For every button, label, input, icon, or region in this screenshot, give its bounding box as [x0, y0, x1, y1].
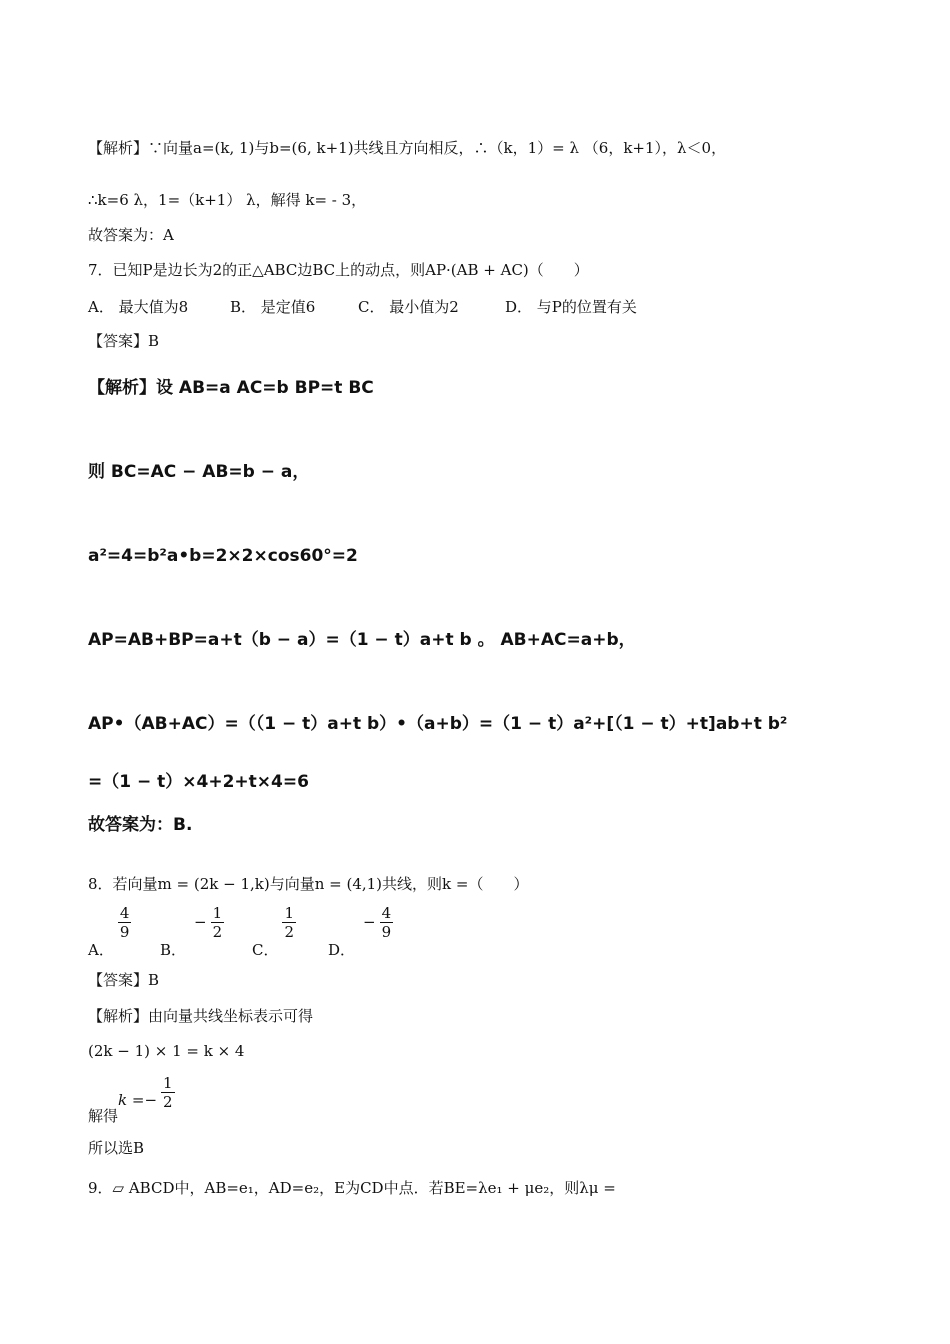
- q6-answer-line: 故答案为：A: [88, 226, 174, 244]
- q8-option-a-fraction: [118, 904, 132, 941]
- q8-conclusion: 所以选B: [88, 1139, 145, 1157]
- q7-option-d: D． 与P的位置有关: [505, 298, 637, 316]
- q7-stem: 7．已知P是边长为2的正△ABC边BC上的动点，则AP·(AB + AC)（ ）: [88, 261, 589, 279]
- q7-answer: 【答案】B: [88, 332, 160, 350]
- q7-analysis-line-1: 【解析】设 AB=a AC=b BP=t BC: [88, 378, 374, 398]
- q6-analysis-line-2: ∴k=6 λ，1=（k+1） λ，解得 k= - 3，: [88, 191, 367, 209]
- q8-equation: (2k − 1) × 1 = k × 4: [88, 1042, 245, 1060]
- fraction-denominator: 2: [212, 923, 223, 941]
- q8-option-b-sign: −: [194, 912, 207, 931]
- q7-answer-line: 故答案为：B.: [88, 815, 193, 835]
- fraction-numerator: 4: [119, 904, 130, 922]
- q8-analysis-intro: 【解析】由向量共线坐标表示可得: [88, 1007, 314, 1025]
- q8-answer: 【答案】B: [88, 971, 160, 989]
- fraction-numerator: 1: [212, 904, 223, 922]
- q8-option-d-sign: −: [363, 912, 376, 931]
- q7-option-a: A． 最大值为8: [88, 298, 189, 316]
- q8-option-d-fraction: [380, 904, 394, 941]
- q7-option-b: B． 是定值6: [230, 298, 316, 316]
- q8-stem: 8．若向量m = (2k − 1,k)与向量n = (4,1)共线，则k =（ ）: [88, 875, 529, 893]
- fraction-numerator: 1: [284, 904, 295, 922]
- q8-solution: [88, 1074, 179, 1125]
- q7-analysis-line-2: 则 BC=AC − AB=b − a，: [88, 462, 310, 482]
- q8-solve-lhs: k =−: [118, 1090, 158, 1109]
- q6-analysis-line-1: 【解析】∵向量a=(k, 1)与b=(6, k+1)共线且方向相反，∴（k，1）= λ （6，k+1），λ＜0，: [88, 139, 727, 157]
- q8-option-b-fraction: [211, 904, 225, 941]
- q8-option-b: [160, 904, 228, 959]
- q8-solve-label: 解得: [88, 1106, 119, 1125]
- q8-option-c-fraction: [282, 904, 296, 941]
- q7-analysis-line-3: a²=4=b²a•b=2×2×cos60°=2: [88, 546, 358, 566]
- q9-stem: 9．▱ ABCD中，AB=e₁，AD=e₂，E为CD中点．若BE=λe₁ + μe₂，则λμ =: [88, 1179, 616, 1197]
- fraction-numerator: 4: [381, 904, 392, 922]
- q7-analysis-line-5: AP•（AB+AC）=（（1 − t）a+t b）•（a+b）=（1 − t）a²+[（1 − t）+t]ab+t b²: [88, 714, 788, 734]
- fraction-denominator: 9: [381, 923, 392, 941]
- q8-solve-fraction: [161, 1074, 175, 1111]
- q8-option-c-label: C．: [252, 940, 279, 959]
- q7-analysis-line-4: AP=AB+BP=a+t（b − a）=（1 − t）a+t b 。 AB+AC=a+b，: [88, 630, 636, 650]
- q8-option-d-label: D．: [328, 940, 356, 959]
- fraction-denominator: 2: [163, 1093, 173, 1111]
- fraction-denominator: 9: [119, 923, 130, 941]
- q7-option-c: C． 最小值为2: [358, 298, 459, 316]
- q8-option-d: [328, 904, 397, 959]
- q8-option-a-label: A．: [88, 940, 114, 959]
- fraction-denominator: 2: [284, 923, 295, 941]
- q8-option-a: [88, 904, 135, 959]
- q7-analysis-line-6: =（1 − t）×4+2+t×4=6: [88, 772, 309, 792]
- q8-option-b-label: B．: [160, 940, 187, 959]
- fraction-numerator: 1: [163, 1074, 173, 1092]
- q8-option-c: [252, 904, 300, 959]
